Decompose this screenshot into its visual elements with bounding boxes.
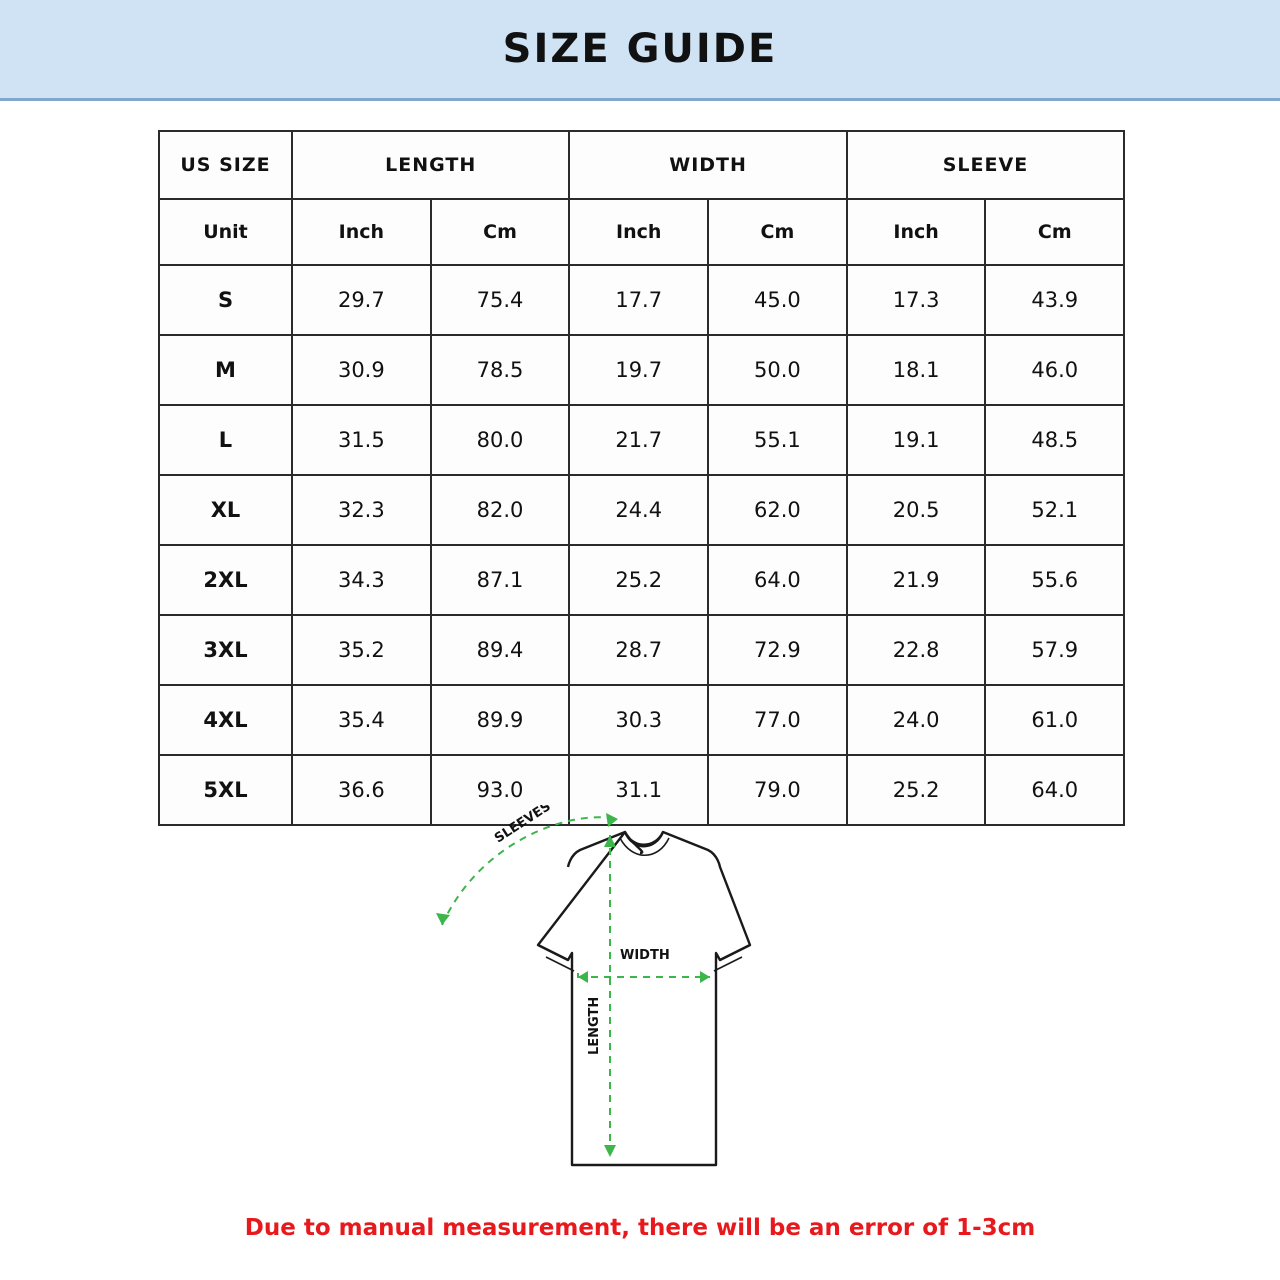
cell-width-inch: 21.7 [569,405,708,475]
cell-sleeve-cm: 48.5 [985,405,1124,475]
cell-width-inch: 31.1 [569,755,708,825]
table-row [159,475,1124,545]
table-unit-row [159,199,1124,265]
cell-sleeve-inch: 24.0 [847,685,986,755]
sleeves-label: SLEEVES [492,805,554,847]
cell-width-inch: 17.7 [569,265,708,335]
cell-width-inch: 25.2 [569,545,708,615]
cell-size: M [159,335,292,405]
cell-size: L [159,405,292,475]
size-table-container [158,130,1122,826]
cell-length-cm: 89.9 [431,685,570,755]
cell-length-cm: 89.4 [431,615,570,685]
cell-width-cm: 55.1 [708,405,847,475]
page-title: SIZE GUIDE [502,26,778,72]
cell-width-inch: 19.7 [569,335,708,405]
group-header-width: WIDTH [569,131,846,199]
cell-width-inch: 28.7 [569,615,708,685]
width-label: WIDTH [620,948,670,963]
cell-length-inch: 35.2 [292,615,431,685]
cell-width-cm: 62.0 [708,475,847,545]
cell-width-inch: 24.4 [569,475,708,545]
cell-length-cm: 87.1 [431,545,570,615]
group-header-us-size: US SIZE [159,131,292,199]
cell-sleeve-cm: 55.6 [985,545,1124,615]
measurement-disclaimer: Due to manual measurement, there will be an error of 1-3cm [244,1215,1036,1241]
table-row [159,615,1124,685]
unit-sleeve-inch: Inch [847,199,986,265]
tshirt-measurement-diagram [420,805,860,1195]
cell-sleeve-inch: 17.3 [847,265,986,335]
cell-length-cm: 80.0 [431,405,570,475]
cell-length-inch: 32.3 [292,475,431,545]
cell-width-cm: 77.0 [708,685,847,755]
cell-sleeve-inch: 22.8 [847,615,986,685]
cell-size: XL [159,475,292,545]
cell-length-inch: 30.9 [292,335,431,405]
cell-size: 3XL [159,615,292,685]
unit-label: Unit [159,199,292,265]
cell-width-cm: 50.0 [708,335,847,405]
cell-size: 4XL [159,685,292,755]
cell-length-inch: 36.6 [292,755,431,825]
unit-length-inch: Inch [292,199,431,265]
cell-size: S [159,265,292,335]
header-band [0,0,1280,101]
table-row [159,685,1124,755]
table-row [159,405,1124,475]
cell-sleeve-inch: 18.1 [847,335,986,405]
cell-sleeve-inch: 19.1 [847,405,986,475]
cell-sleeve-cm: 64.0 [985,755,1124,825]
cell-sleeve-inch: 25.2 [847,755,986,825]
cell-length-inch: 34.3 [292,545,431,615]
unit-width-inch: Inch [569,199,708,265]
cell-width-cm: 45.0 [708,265,847,335]
unit-width-cm: Cm [708,199,847,265]
cell-length-inch: 31.5 [292,405,431,475]
group-header-length: LENGTH [292,131,569,199]
cell-length-inch: 35.4 [292,685,431,755]
cell-sleeve-inch: 21.9 [847,545,986,615]
cell-length-cm: 82.0 [431,475,570,545]
cell-length-cm: 93.0 [431,755,570,825]
cell-width-cm: 79.0 [708,755,847,825]
cell-sleeve-cm: 52.1 [985,475,1124,545]
cell-sleeve-cm: 57.9 [985,615,1124,685]
cell-sleeve-inch: 20.5 [847,475,986,545]
cell-size: 2XL [159,545,292,615]
cell-length-cm: 78.5 [431,335,570,405]
table-row [159,265,1124,335]
cell-sleeve-cm: 46.0 [985,335,1124,405]
cell-width-cm: 64.0 [708,545,847,615]
group-header-sleeve: SLEEVE [847,131,1124,199]
cell-sleeve-cm: 61.0 [985,685,1124,755]
unit-sleeve-cm: Cm [985,199,1124,265]
table-row [159,335,1124,405]
unit-length-cm: Cm [431,199,570,265]
table-row [159,545,1124,615]
cell-width-cm: 72.9 [708,615,847,685]
cell-width-inch: 30.3 [569,685,708,755]
cell-sleeve-cm: 43.9 [985,265,1124,335]
size-table [158,130,1125,826]
cell-length-cm: 75.4 [431,265,570,335]
cell-size: 5XL [159,755,292,825]
cell-length-inch: 29.7 [292,265,431,335]
length-label: LENGTH [587,996,602,1055]
table-group-header-row [159,131,1124,199]
